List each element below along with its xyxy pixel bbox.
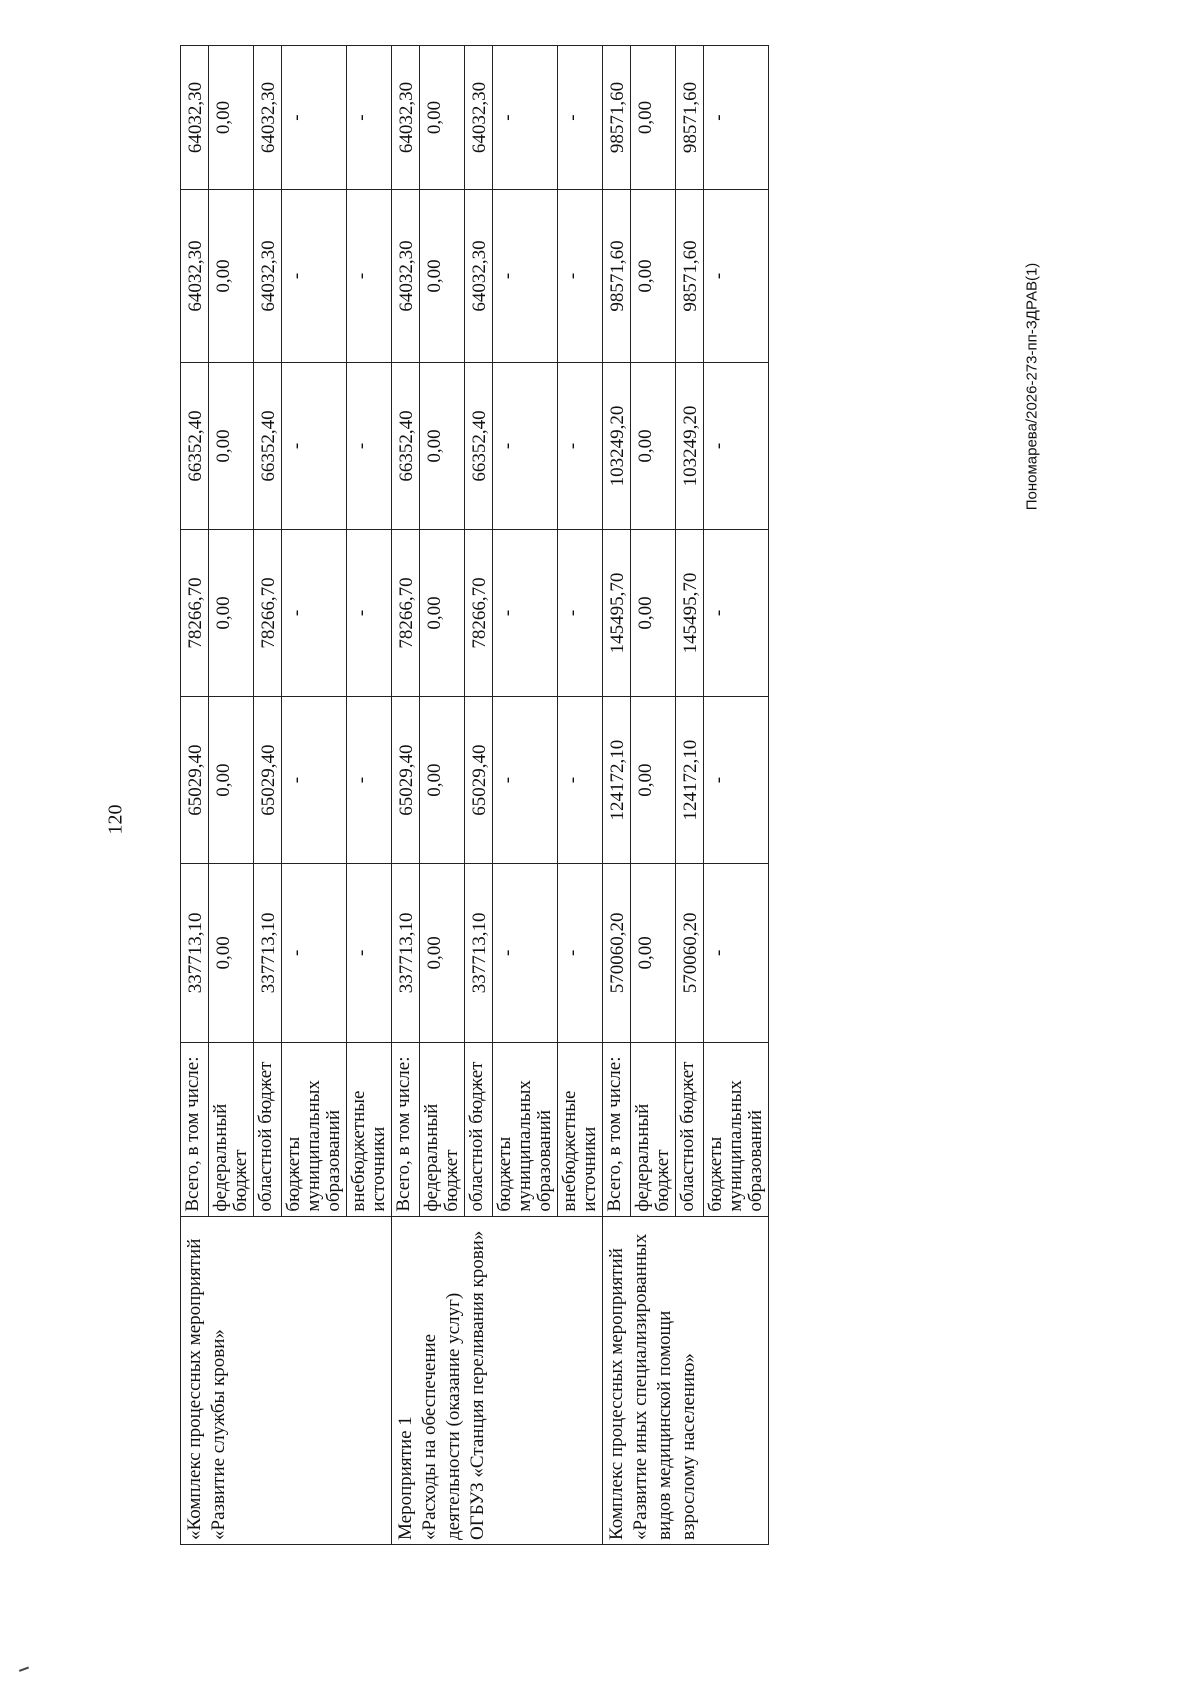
- amount-cell: -: [347, 46, 392, 190]
- funding-source-cell: Всего, в том числе:: [603, 1042, 631, 1216]
- amount-cell: 337713,10: [465, 864, 493, 1043]
- amount-cell: -: [347, 529, 392, 696]
- amount-cell: 98571,60: [603, 190, 631, 363]
- amount-cell: -: [282, 190, 347, 363]
- program-name-line: «Расходы на обеспечение: [419, 1333, 440, 1540]
- program-name-line: Мероприятие 1: [395, 1416, 416, 1540]
- amount-cell: 66352,40: [465, 362, 493, 529]
- amount-cell: -: [558, 362, 603, 529]
- amount-cell: 64032,30: [465, 46, 493, 190]
- funding-source-cell: федеральный бюджет: [631, 1042, 676, 1216]
- amount-cell: 64032,30: [392, 46, 420, 190]
- amount-cell: -: [558, 529, 603, 696]
- table-row: [603, 46, 631, 1545]
- amount-cell: -: [493, 190, 558, 363]
- amount-cell: 64032,30: [392, 190, 420, 363]
- amount-cell: 0,00: [631, 46, 676, 190]
- amount-cell: 65029,40: [465, 697, 493, 864]
- amount-cell: 64032,30: [254, 46, 282, 190]
- amount-cell: -: [704, 362, 769, 529]
- program-name-cell: [392, 1216, 603, 1544]
- amount-cell: 337713,10: [181, 864, 209, 1043]
- amount-cell: 0,00: [420, 362, 465, 529]
- amount-cell: 0,00: [209, 864, 254, 1043]
- rotated-content: [180, 45, 1060, 1545]
- footer-text: Пономарева/2026-273-пп-ЗДРАВ(1): [1023, 262, 1041, 511]
- funding-source-cell: внебюджетные источники: [347, 1042, 392, 1216]
- amount-cell: 0,00: [631, 697, 676, 864]
- amount-cell: -: [347, 697, 392, 864]
- funding-source-cell: областной бюджет: [676, 1042, 704, 1216]
- funding-source-cell: областной бюджет: [254, 1042, 282, 1216]
- amount-cell: 570060,20: [676, 864, 704, 1043]
- funding-source-cell: бюджеты муниципальных образований: [282, 1042, 347, 1216]
- amount-cell: 64032,30: [181, 190, 209, 363]
- amount-cell: -: [282, 529, 347, 696]
- amount-cell: 337713,10: [254, 864, 282, 1043]
- budget-table: [180, 45, 769, 1545]
- scan-mark: [19, 1667, 31, 1678]
- amount-cell: -: [282, 697, 347, 864]
- amount-cell: -: [282, 864, 347, 1043]
- amount-cell: -: [493, 697, 558, 864]
- amount-cell: 64032,30: [254, 190, 282, 363]
- program-name-line: «Развитие службы крови»: [208, 1329, 229, 1540]
- amount-cell: -: [704, 529, 769, 696]
- amount-cell: 0,00: [209, 697, 254, 864]
- amount-cell: 0,00: [420, 697, 465, 864]
- funding-source-cell: бюджеты муниципальных образований: [704, 1042, 769, 1216]
- amount-cell: -: [493, 529, 558, 696]
- amount-cell: 78266,70: [392, 529, 420, 696]
- program-name-cell: [181, 1216, 392, 1544]
- amount-cell: -: [493, 864, 558, 1043]
- funding-source-cell: федеральный бюджет: [209, 1042, 254, 1216]
- amount-cell: 145495,70: [676, 529, 704, 696]
- amount-cell: -: [282, 362, 347, 529]
- table-row: [181, 46, 209, 1545]
- program-name-line: деятельности (оказание услуг): [443, 1292, 464, 1540]
- amount-cell: 98571,60: [676, 190, 704, 363]
- program-name-line: Комплекс процессных мероприятий: [606, 1248, 627, 1540]
- amount-cell: 66352,40: [392, 362, 420, 529]
- amount-cell: -: [704, 46, 769, 190]
- funding-source-cell: внебюджетные источники: [558, 1042, 603, 1216]
- amount-cell: 570060,20: [603, 864, 631, 1043]
- amount-cell: 65029,40: [392, 697, 420, 864]
- amount-cell: 0,00: [420, 190, 465, 363]
- amount-cell: 64032,30: [465, 190, 493, 363]
- amount-cell: -: [282, 46, 347, 190]
- amount-cell: 0,00: [631, 362, 676, 529]
- amount-cell: 0,00: [420, 46, 465, 190]
- funding-source-cell: бюджеты муниципальных образований: [493, 1042, 558, 1216]
- amount-cell: -: [558, 864, 603, 1043]
- amount-cell: 0,00: [420, 529, 465, 696]
- amount-cell: -: [704, 697, 769, 864]
- amount-cell: -: [558, 697, 603, 864]
- program-name-line: видов медицинской помощи: [654, 1310, 675, 1540]
- amount-cell: 66352,40: [181, 362, 209, 529]
- funding-source-cell: Всего, в том числе:: [392, 1042, 420, 1216]
- amount-cell: 0,00: [209, 529, 254, 696]
- amount-cell: 98571,60: [603, 46, 631, 190]
- program-name-line: «Комплекс процессных мероприятий: [184, 1238, 205, 1540]
- amount-cell: -: [558, 46, 603, 190]
- program-name-cell: [603, 1216, 769, 1544]
- funding-source-cell: федеральный бюджет: [420, 1042, 465, 1216]
- amount-cell: -: [347, 362, 392, 529]
- amount-cell: 0,00: [209, 362, 254, 529]
- table-row: [392, 46, 420, 1545]
- page-number: 120: [104, 804, 127, 835]
- funding-source-cell: областной бюджет: [465, 1042, 493, 1216]
- amount-cell: 66352,40: [254, 362, 282, 529]
- amount-cell: 0,00: [631, 529, 676, 696]
- amount-cell: -: [347, 864, 392, 1043]
- amount-cell: 0,00: [209, 190, 254, 363]
- amount-cell: 145495,70: [603, 529, 631, 696]
- amount-cell: 103249,20: [603, 362, 631, 529]
- amount-cell: 337713,10: [392, 864, 420, 1043]
- amount-cell: 0,00: [631, 864, 676, 1043]
- funding-source-cell: Всего, в том числе:: [181, 1042, 209, 1216]
- amount-cell: 78266,70: [254, 529, 282, 696]
- amount-cell: 65029,40: [181, 697, 209, 864]
- amount-cell: -: [493, 46, 558, 190]
- amount-cell: 78266,70: [181, 529, 209, 696]
- amount-cell: 103249,20: [676, 362, 704, 529]
- amount-cell: -: [347, 190, 392, 363]
- amount-cell: 0,00: [209, 46, 254, 190]
- amount-cell: -: [704, 864, 769, 1043]
- amount-cell: -: [704, 190, 769, 363]
- amount-cell: -: [558, 190, 603, 363]
- program-name-line: «Развитие иных специализированных: [630, 1233, 651, 1540]
- amount-cell: 78266,70: [465, 529, 493, 696]
- program-name-line: взрослому населению»: [678, 1353, 699, 1540]
- amount-cell: 0,00: [631, 190, 676, 363]
- amount-cell: 124172,10: [676, 697, 704, 864]
- amount-cell: 64032,30: [181, 46, 209, 190]
- amount-cell: 98571,60: [676, 46, 704, 190]
- amount-cell: 65029,40: [254, 697, 282, 864]
- amount-cell: -: [493, 362, 558, 529]
- amount-cell: 0,00: [420, 864, 465, 1043]
- program-name-line: ОГБУЗ «Станция переливания крови»: [467, 1230, 488, 1540]
- amount-cell: 124172,10: [603, 697, 631, 864]
